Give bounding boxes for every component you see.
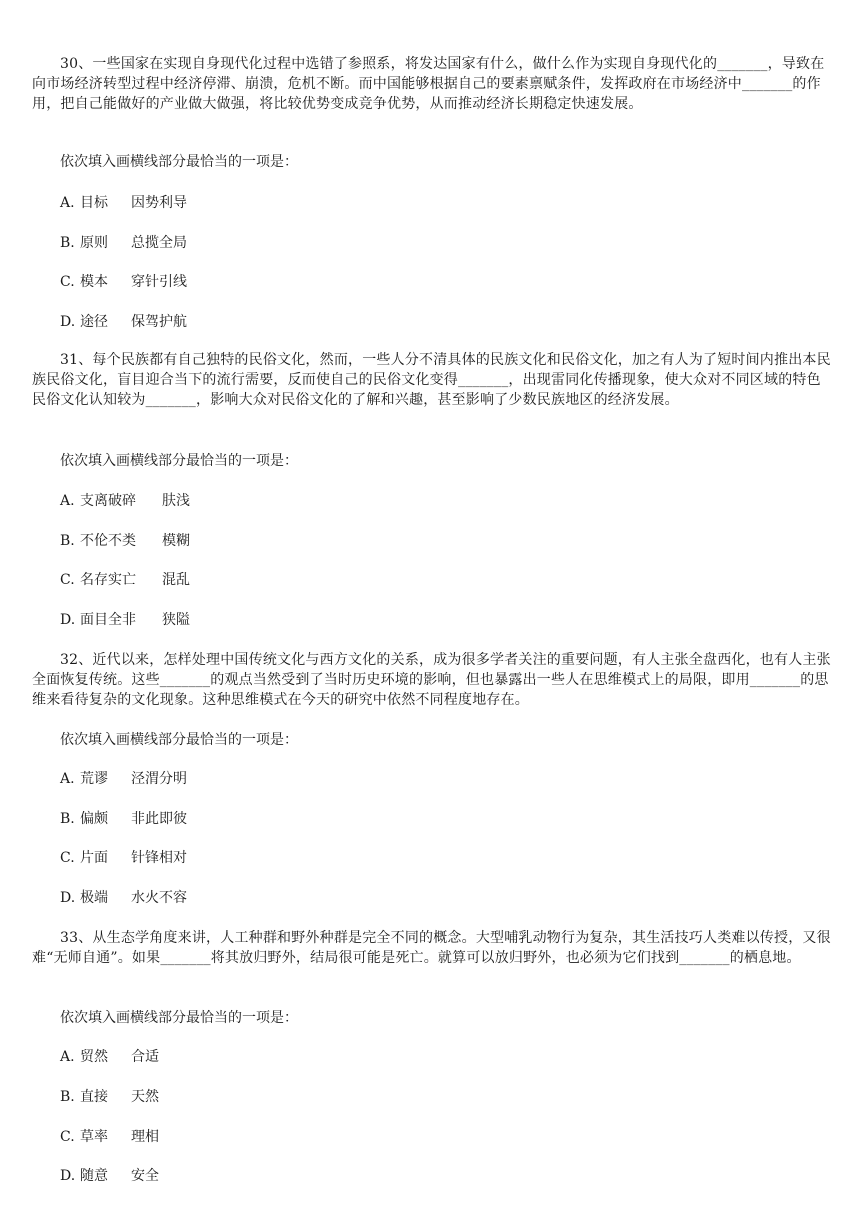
question-32-option-a: A. 荒谬 泾渭分明 <box>60 771 187 787</box>
question-31-stem: 31、每个民族都有自己独特的民俗文化，然而，一些人分不清具体的民族文化和民俗文化，加之有人为了短时间内推出本民族民俗文化，盲目迎合当下的流行需要，反而使自己的民俗文化变得_______，出现雷同化传播现象，使大众对不同区域的特色民俗文化认知较为_______，影响大众对民俗文化的了解和兴趣，甚至影响了少数民族地区的经济发展。 <box>32 352 831 408</box>
question-31-option-a: A. 支离破碎 肤浅 <box>60 493 190 509</box>
question-30-option-d: D. 途径 保驾护航 <box>60 314 187 330</box>
question-33-prompt: 依次填入画横线部分最恰当的一项是： <box>60 1010 298 1026</box>
question-33-option-b: B. 直接 天然 <box>60 1089 159 1105</box>
question-32-stem: 32、近代以来，怎样处理中国传统文化与西方文化的关系，成为很多学者关注的重要问题，有人主张全盘西化，也有人主张全面恢复传统。这些_______的观点当然受到了当时历史环境的影响，但也暴露出一些人在思维模式上的局限，即用_______的思维来看待复杂的文化现象。这种思维模式在今天的研究中依然不同程度地存在。 <box>32 652 831 708</box>
question-31-prompt: 依次填入画横线部分最恰当的一项是： <box>60 453 298 469</box>
question-32-prompt: 依次填入画横线部分最恰当的一项是： <box>60 732 298 748</box>
question-30-prompt: 依次填入画横线部分最恰当的一项是： <box>60 154 298 170</box>
question-33-option-a: A. 贸然 合适 <box>60 1049 159 1065</box>
question-30-option-a: A. 目标 因势利导 <box>60 195 187 211</box>
question-33-option-d: D. 随意 安全 <box>60 1168 159 1184</box>
question-31-option-d: D. 面目全非 狭隘 <box>60 612 190 628</box>
question-32-option-c: C. 片面 针锋相对 <box>60 850 187 866</box>
question-32-option-b: B. 偏颇 非此即彼 <box>60 811 187 827</box>
question-30-stem: 30、一些国家在实现自身现代化过程中选错了参照系，将发达国家有什么，做什么作为实现自身现代化的_______，导致在向市场经济转型过程中经济停滞、崩溃，危机不断。而中国能够根据自己的要素禀赋条件，发挥政府在市场经济中_______的作用，把自己能做好的产业做大做强，将比较优势变成竞争优势，从而推动经济长期稳定快速发展。 <box>32 56 825 112</box>
question-32-option-d: D. 极端 水火不容 <box>60 890 187 906</box>
question-30-option-b: B. 原则 总揽全局 <box>60 235 187 251</box>
question-33-option-c: C. 草率 理相 <box>60 1129 159 1145</box>
question-31-option-c: C. 名存实亡 混乱 <box>60 572 190 588</box>
question-33-stem: 33、从生态学角度来讲，人工种群和野外种群是完全不同的概念。大型哺乳动物行为复杂，其生活技巧人类难以传授，又很难“无师自通”。如果_______将其放归野外，结局很可能是死亡。就算可以放归野外，也必须为它们找到_______的栖息地。 <box>32 930 831 966</box>
question-30-option-c: C. 模本 穿针引线 <box>60 274 187 290</box>
question-31-option-b: B. 不伦不类 模糊 <box>60 533 190 549</box>
